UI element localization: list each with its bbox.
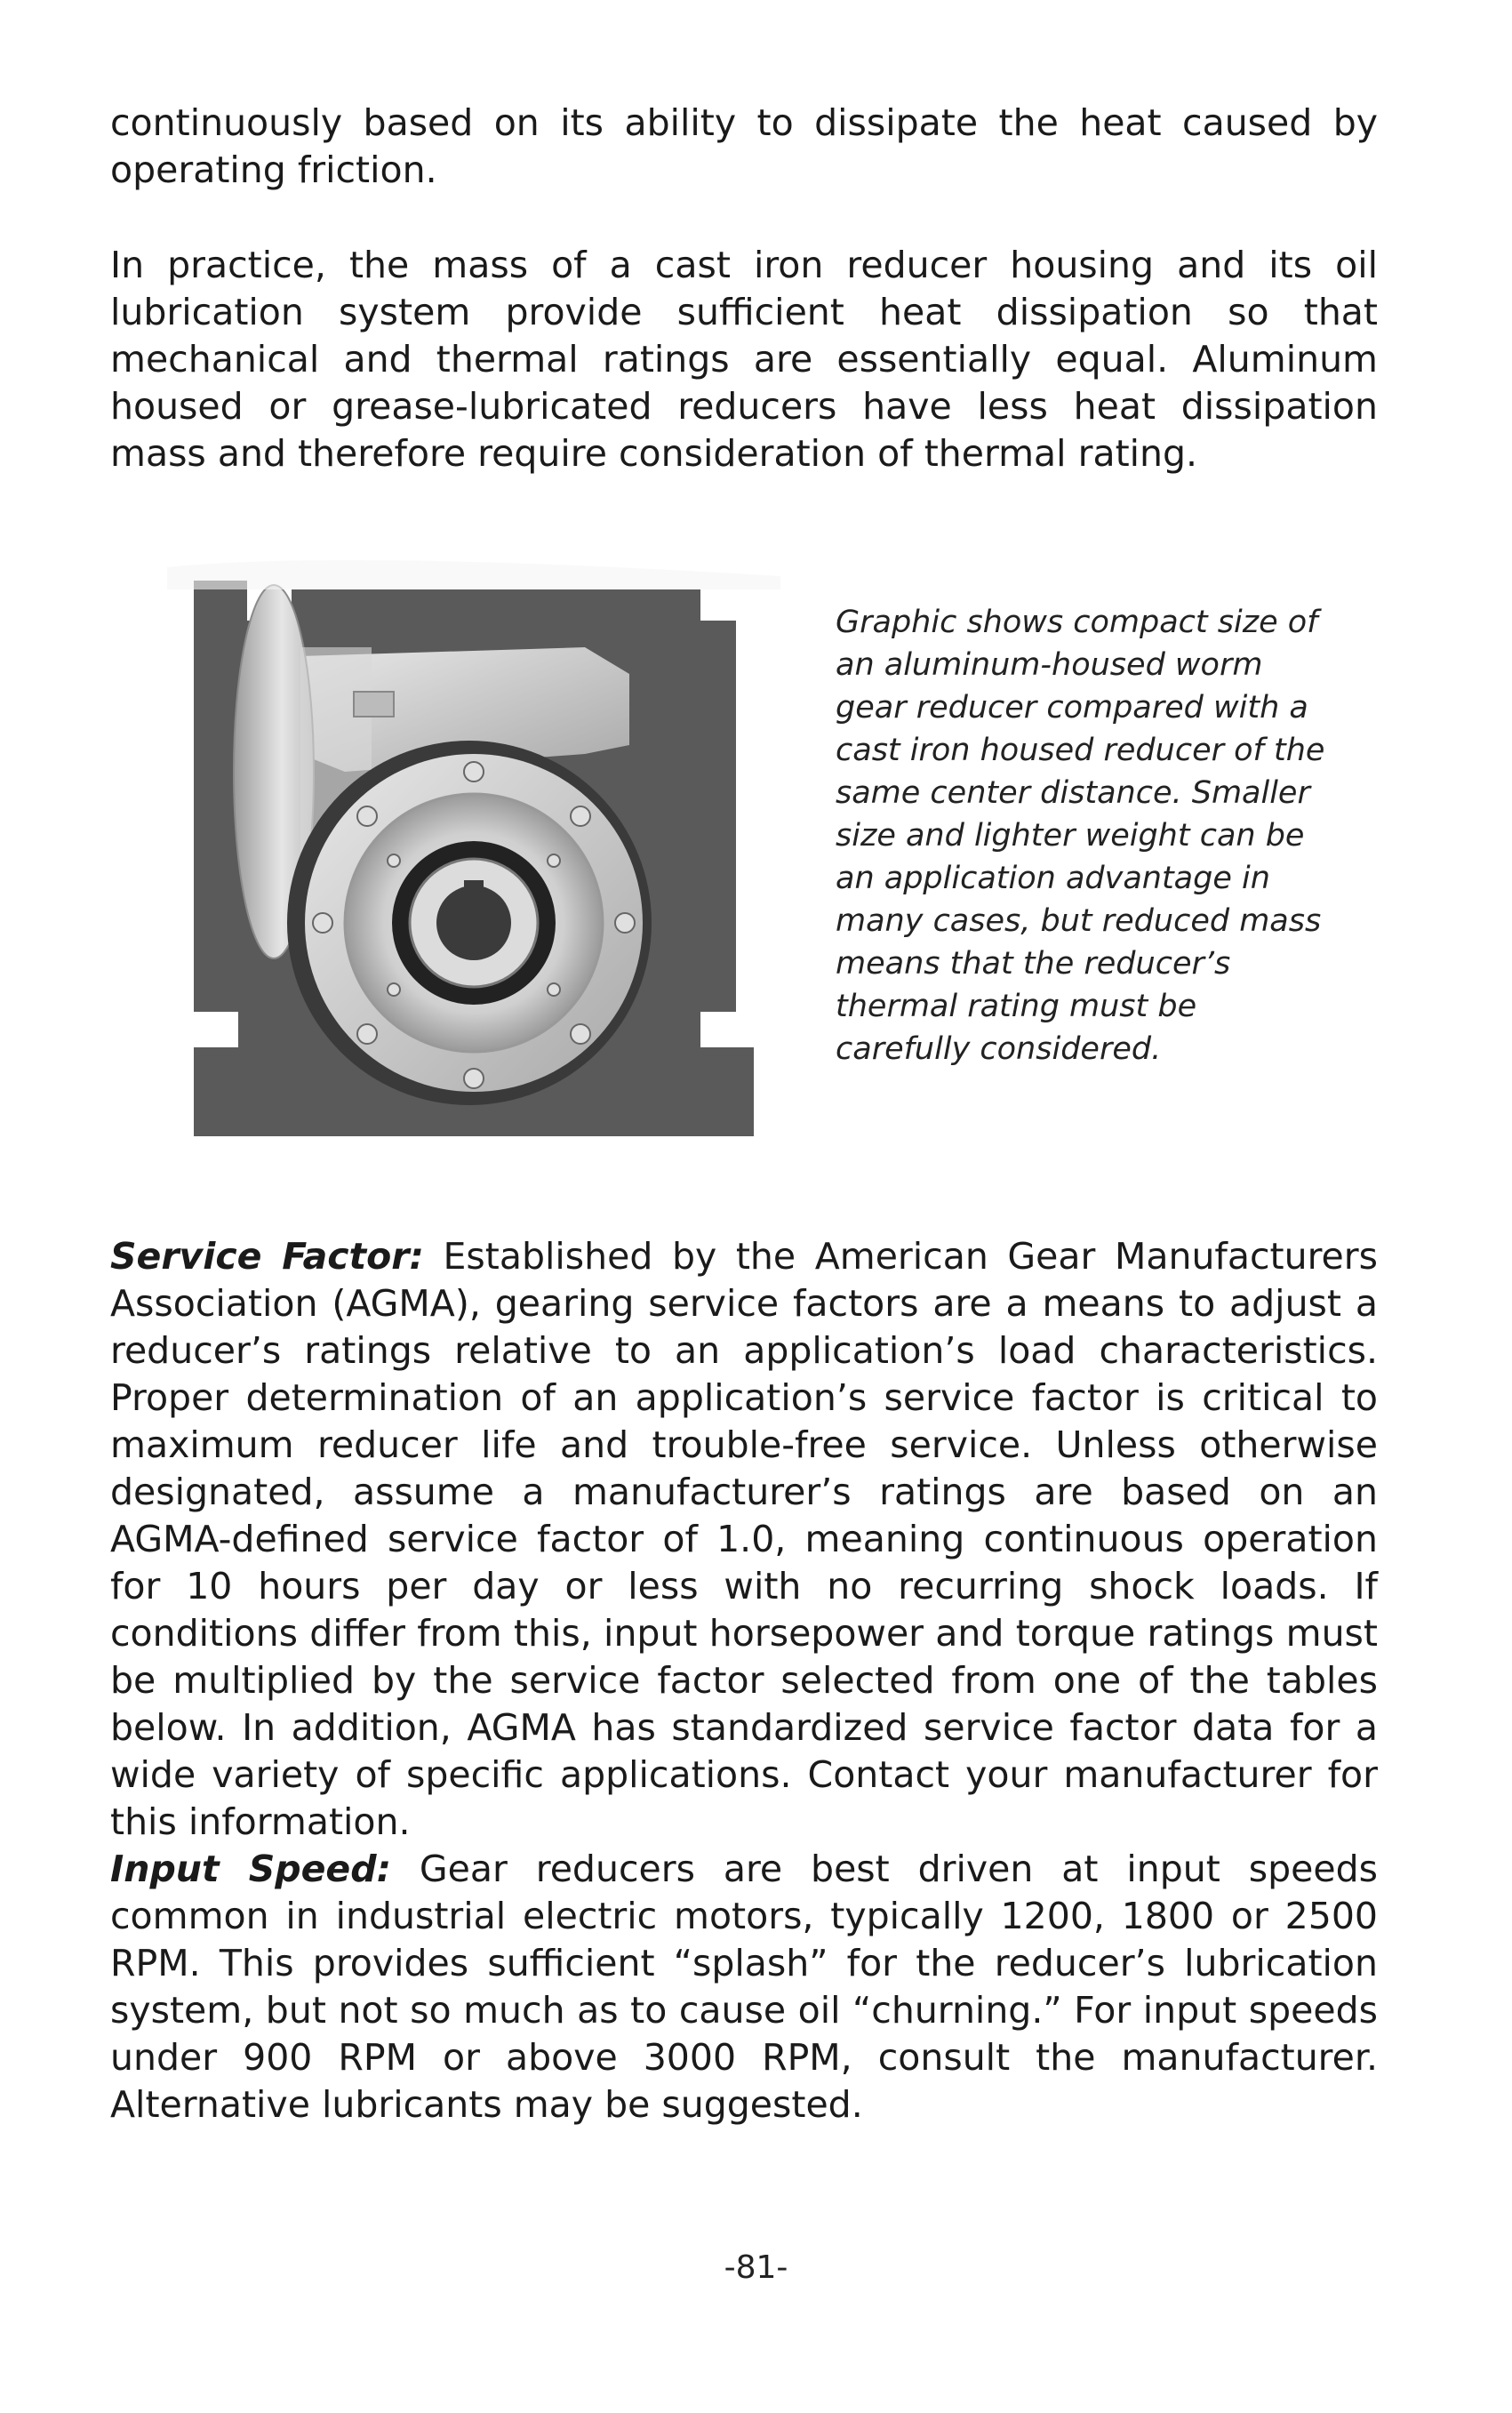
input-speed-body: Gear reducers are best driven at input speeds common in industrial electric motors, typically 1200, 1800 or 2500 RPM. This provides sufficient “splash” for the reducer’s lubrication system, but not so much as to cause oil “churning.” For input speeds under 900 RPM or above 3000 RPM, consult the manufacturer. Alternative lubricants may be suggested.: [110, 1848, 1378, 2126]
service-factor-body: Established by the American Gear Manufacturers Association (AGMA), gearing service factors are a means to adjust a reducer’s ratings relative to an application’s load characteristics. Proper determination of an application’s service factor is critical to maximum reducer life and trouble-free service. Unless otherwise designated, assume a manufacturer’s ratings are based on an AGMA-defined service factor of 1.0, meaning continuous operation for 10 hours per day or less with no recurring shock loads. If conditions differ from this, input horsepower and torque ratings must be multiplied by the service factor selected from one of the tables below. In addition, AGMA has standardized service factor data for a wide variety of specific applications. Contact your manufacturer for this information.: [110, 1235, 1378, 1843]
gear-reducer-figure: [167, 549, 780, 1172]
paragraph-input-speed: [110, 1846, 1378, 2128]
paragraph-continuation: continuously based on its ability to dissipate the heat caused by operating friction.: [110, 101, 1378, 191]
keyway: [464, 880, 484, 893]
service-factor-heading: Service Factor:: [110, 1235, 424, 1278]
page-number: -81-: [724, 2249, 788, 2286]
input-speed-heading: Input Speed:: [110, 1848, 391, 1890]
gear-reducer-illustration: [167, 549, 780, 1172]
name-plate: [354, 692, 394, 717]
paragraph-service-factor: [110, 1233, 1378, 1846]
bore: [436, 886, 511, 960]
paragraph-thermal-rating: In practice, the mass of a cast iron reducer housing and its oil lubrication system provide sufficient heat dissipation so that mechanical and thermal ratings are essentially equal. Aluminum housed or grease-lubricated reducers have less heat dissipation mass and therefore require consideration of thermal rating.: [110, 244, 1378, 475]
figure-caption: Graphic shows compact size of an aluminum-housed worm gear reducer compared with a cast iron housed reducer of the same center distance. Smaller size and lighter weight can be an application advantage in many cases, but reduced mass means that the reducer’s thermal rating must be carefully considered.: [836, 605, 1325, 1067]
